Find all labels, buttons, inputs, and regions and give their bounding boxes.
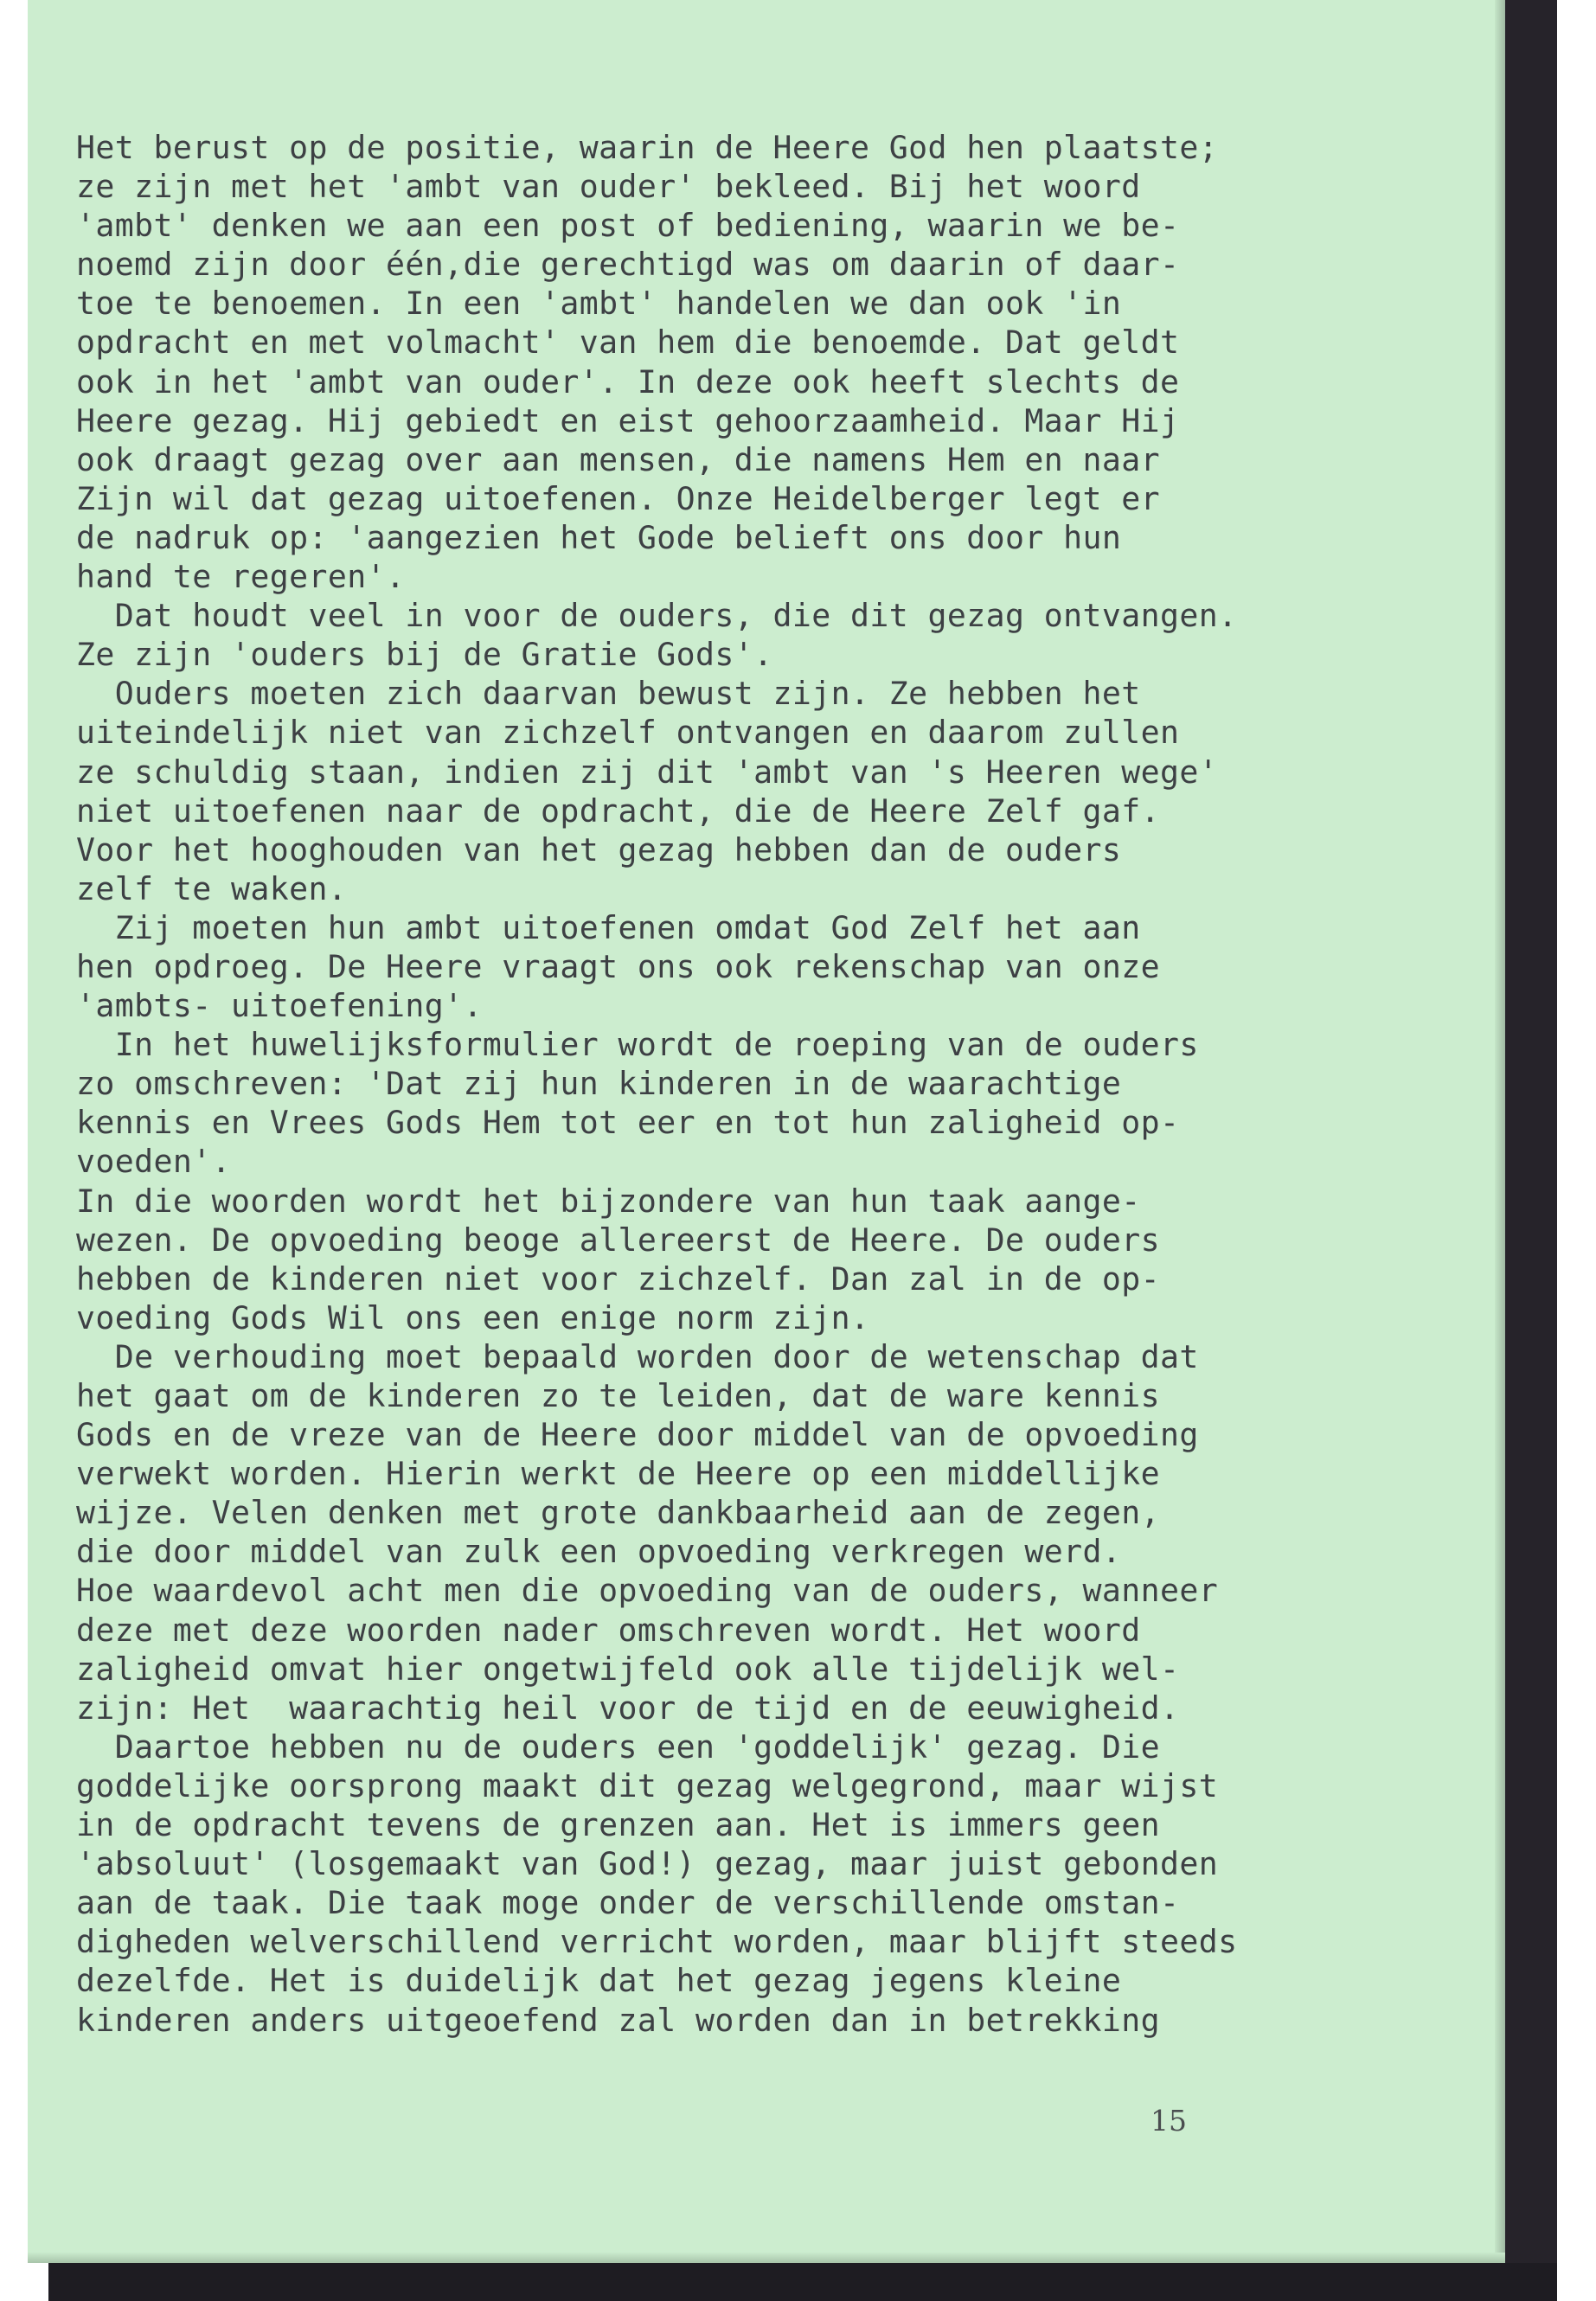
text-line: ze schuldig staan, indien zij dit 'ambt van 's Heeren wege'	[76, 753, 1219, 791]
text-line: dezelfde. Het is duidelijk dat het gezag jegens kleine	[76, 1962, 1122, 2000]
text-line: In die woorden wordt het bijzondere van hun taak aange-	[76, 1182, 1141, 1220]
text-line: verwekt worden. Hierin werkt de Heere op een middellijke	[76, 1455, 1160, 1493]
text-line: wijze. Velen denken met grote dankbaarheid aan de zegen,	[76, 1494, 1160, 1532]
text-line: Voor het hooghouden van het gezag hebben dan de ouders	[76, 830, 1122, 868]
text-line: goddelijke oorsprong maakt dit gezag welgegrond, maar wijst	[76, 1766, 1219, 1804]
text-line: in de opdracht tevens de grenzen aan. Het is immers geen	[76, 1806, 1160, 1844]
text-line: Daartoe hebben nu de ouders een 'goddelijk' gezag. Die	[76, 1727, 1160, 1766]
text-line: In het huwelijksformulier wordt de roeping van de ouders	[76, 1026, 1199, 1064]
text-line: 'ambts- uitoefening'.	[76, 987, 483, 1025]
text-line: de nadruk op: 'aangezien het Gode belieft ons door hun	[76, 518, 1122, 556]
page-number: 15	[1151, 2104, 1187, 2138]
text-line: toe te benoemen. In een 'ambt' handelen we dan ook 'in	[76, 285, 1122, 323]
text-line: Zij moeten hun ambt uitoefenen omdat God Zelf het aan	[76, 908, 1141, 946]
text-line: ze zijn met het 'ambt van ouder' bekleed. Bij het woord	[76, 168, 1141, 206]
text-line: De verhouding moet bepaald worden door de wetenschap dat	[76, 1337, 1199, 1375]
body-text	[76, 128, 1304, 2040]
text-line: zijn: Het waarachtig heil voor de tijd en de eeuwigheid.	[76, 1689, 1180, 1727]
text-line: 'ambt' denken we aan een post of bediening, waarin we be-	[76, 207, 1180, 245]
text-line: Gods en de vreze van de Heere door middel van de opvoeding	[76, 1416, 1199, 1454]
text-line: hand te regeren'.	[76, 558, 406, 596]
text-line: voeden'.	[76, 1143, 231, 1181]
text-line: het gaat om de kinderen zo te leiden, dat de ware kennis	[76, 1377, 1160, 1414]
text-line: niet uitoefenen naar de opdracht, die de Heere Zelf gaf.	[76, 792, 1160, 830]
text-line: Het berust op de positie, waarin de Heere God hen plaatste;	[76, 129, 1219, 166]
text-line: Ouders moeten zich daarvan bewust zijn. Ze hebben het	[76, 675, 1141, 713]
text-line: Dat houdt veel in voor de ouders, die dit gezag ontvangen.	[76, 597, 1238, 635]
text-line: deze met deze woorden nader omschreven wordt. Het woord	[76, 1611, 1141, 1649]
text-line: kennis en Vrees Gods Hem tot eer en tot hun zaligheid op-	[76, 1104, 1180, 1142]
text-line: wezen. De opvoeding beoge allereerst de Heere. De ouders	[76, 1221, 1160, 1259]
text-line: opdracht en met volmacht' van hem die benoemde. Dat geldt	[76, 324, 1180, 362]
text-line: 'absoluut' (losgemaakt van God!) gezag, maar juist gebonden	[76, 1845, 1219, 1883]
text-line: ook draagt gezag over aan mensen, die namens Hem en naar	[76, 440, 1160, 478]
text-line: zaligheid omvat hier ongetwijfeld ook alle tijdelijk wel-	[76, 1650, 1180, 1688]
text-line: kinderen anders uitgeoefend zal worden dan in betrekking	[76, 2001, 1160, 2039]
text-line: Zijn wil dat gezag uitoefenen. Onze Heidelberger legt er	[76, 479, 1160, 517]
text-line: Heere gezag. Hij gebiedt en eist gehoorzaamheid. Maar Hij	[76, 401, 1180, 439]
text-line: hen opdroeg. De Heere vraagt ons ook rekenschap van onze	[76, 947, 1160, 985]
text-line: uiteindelijk niet van zichzelf ontvangen en daarom zullen	[76, 714, 1180, 752]
text-line: Ze zijn 'ouders bij de Gratie Gods'.	[76, 636, 773, 674]
text-line: aan de taak. Die taak moge onder de verschillende omstan-	[76, 1884, 1180, 1922]
scan-border-right	[1505, 0, 1557, 2301]
text-line: zo omschreven: 'Dat zij hun kinderen in de waarachtige	[76, 1065, 1122, 1103]
text-line: voeding Gods Wil ons een enige norm zijn.	[76, 1298, 870, 1336]
text-line: Hoe waardevol acht men die opvoeding van de ouders, wanneer	[76, 1572, 1219, 1610]
text-line: zelf te waken.	[76, 869, 348, 907]
page-edge-shadow-bottom	[28, 2253, 1505, 2263]
text-line: digheden welverschillend verricht worden, maar blijft steeds	[76, 1923, 1238, 1961]
text-line: die door middel van zulk een opvoeding verkregen werd.	[76, 1533, 1122, 1571]
text-line: noemd zijn door één,die gerechtigd was om daarin of daar-	[76, 246, 1180, 284]
page-edge-shadow-right	[1495, 0, 1505, 2263]
text-line: hebben de kinderen niet voor zichzelf. Dan zal in de op-	[76, 1259, 1160, 1298]
scan-border-bottom	[48, 2263, 1557, 2301]
text-line: ook in het 'ambt van ouder'. In deze ook heeft slechts de	[76, 362, 1180, 401]
